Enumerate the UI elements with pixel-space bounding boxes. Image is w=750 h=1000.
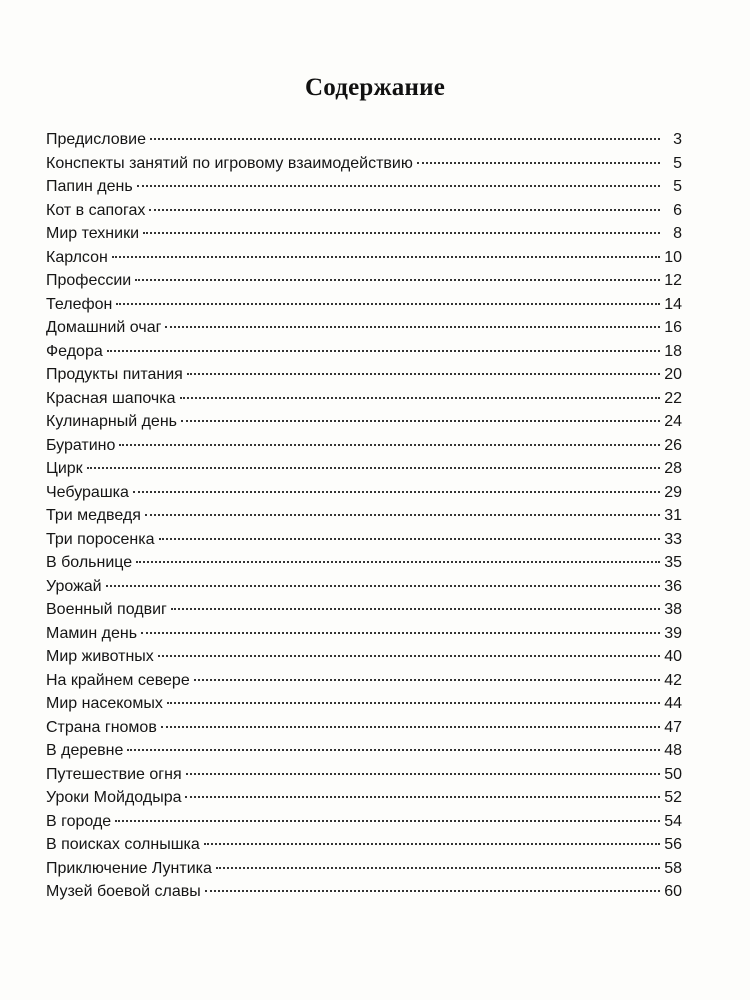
toc-entry — [46, 246, 682, 270]
dot-leader — [194, 679, 660, 681]
toc-entry-page-number: 39 — [664, 624, 682, 642]
dot-leader — [180, 397, 661, 399]
toc-entry-title: Карлсон — [46, 248, 108, 266]
toc-entry-title: Приключение Лунтика — [46, 859, 212, 877]
toc-entry-page-number: 47 — [664, 718, 682, 736]
toc-entry — [46, 622, 682, 646]
dot-leader — [159, 538, 661, 540]
toc-entry-title: Урожай — [46, 577, 102, 595]
toc-entry — [46, 199, 682, 223]
toc-entry — [46, 763, 682, 787]
toc-entry-page-number: 3 — [673, 131, 682, 148]
toc-entry-title: В больнице — [46, 554, 133, 571]
toc-entry-page-number: 36 — [664, 577, 682, 595]
toc-entry-page-number: 22 — [664, 389, 682, 407]
toc-entry-title: Федора — [46, 342, 103, 360]
dot-leader — [87, 467, 660, 469]
toc-entry-title: Предисловие — [46, 131, 146, 148]
toc-entry-title: Три медведя — [46, 507, 141, 524]
toc-entry-title: На крайнем севере — [46, 671, 190, 689]
toc-entry — [46, 551, 682, 575]
toc-entry-page-number: 33 — [664, 530, 682, 548]
toc-entry-title: Кот в сапогах — [46, 201, 146, 219]
toc-entry — [46, 528, 682, 552]
toc-entry — [46, 152, 682, 176]
toc-entry — [46, 857, 682, 881]
toc-entry-page-number: 5 — [673, 154, 682, 172]
dot-leader — [149, 209, 660, 211]
dot-leader — [143, 232, 660, 234]
toc-entry-page-number: 42 — [664, 671, 682, 689]
toc-entry-title: Мир насекомых — [46, 695, 163, 712]
toc-entry-page-number: 35 — [664, 554, 682, 571]
toc-entry — [46, 833, 682, 857]
toc-entry-title: Цирк — [46, 460, 83, 477]
toc-entry — [46, 316, 682, 340]
toc-entry-page-number: 56 — [664, 836, 682, 853]
toc-entry-page-number: 52 — [664, 789, 682, 806]
toc-entry-title: Буратино — [46, 436, 116, 454]
toc-entry — [46, 739, 682, 763]
toc-entry — [46, 410, 682, 434]
toc-entry — [46, 481, 682, 505]
dot-leader — [150, 138, 660, 140]
toc-entry-page-number: 16 — [664, 319, 682, 336]
toc-entry — [46, 128, 682, 152]
dot-leader — [158, 655, 660, 657]
dot-leader — [186, 773, 660, 775]
toc-entry-title: Конспекты занятий по игровому взаимодействию — [46, 154, 413, 172]
toc-entry-page-number: 14 — [664, 295, 682, 313]
dot-leader — [115, 820, 660, 822]
toc-entry-title: В городе — [46, 812, 112, 830]
toc-entry — [46, 340, 682, 364]
dot-leader — [417, 162, 660, 164]
dot-leader — [165, 326, 660, 328]
dot-leader — [106, 585, 660, 587]
toc-entry-page-number: 60 — [664, 883, 682, 900]
toc-entry-page-number: 24 — [664, 413, 682, 430]
toc-entry-page-number: 58 — [664, 859, 682, 877]
dot-leader — [216, 867, 660, 869]
dot-leader — [205, 890, 660, 892]
toc-entry-title: Три поросенка — [46, 530, 155, 548]
dot-leader — [107, 350, 660, 352]
toc-entry-title: В деревне — [46, 742, 124, 759]
toc-entry — [46, 786, 682, 810]
toc-entry — [46, 598, 682, 622]
toc-entry-page-number: 8 — [673, 225, 682, 242]
dot-leader — [119, 444, 660, 446]
toc-entry-title: Красная шапочка — [46, 389, 176, 407]
toc-entry — [46, 880, 682, 904]
toc-entry-page-number: 48 — [664, 742, 682, 759]
dot-leader — [161, 726, 660, 728]
toc-entry-page-number: 5 — [673, 178, 682, 195]
page-title: Содержание — [304, 74, 445, 101]
toc-entry — [46, 434, 682, 458]
dot-leader — [136, 561, 660, 563]
toc-entry-page-number: 10 — [664, 248, 682, 266]
dot-leader — [187, 373, 660, 375]
toc-entry-page-number: 6 — [673, 201, 682, 219]
toc-entry — [46, 457, 682, 481]
toc-entry-page-number: 40 — [664, 648, 682, 665]
toc-entry-page-number: 26 — [664, 436, 682, 454]
toc-entry — [46, 175, 682, 199]
dot-leader — [133, 491, 660, 493]
dot-leader — [145, 514, 660, 516]
dot-leader — [181, 420, 660, 422]
toc-entry — [46, 504, 682, 528]
toc-entry-page-number: 54 — [664, 812, 682, 830]
dot-leader — [141, 632, 660, 634]
toc-entry-title: Папин день — [46, 178, 133, 195]
toc-entry-page-number: 18 — [664, 342, 682, 360]
toc-entry-page-number: 29 — [664, 483, 682, 501]
dot-leader — [116, 303, 660, 305]
toc-entry-title: Профессии — [46, 272, 132, 289]
toc-entry-page-number: 31 — [664, 507, 682, 524]
toc-entry — [46, 293, 682, 317]
dot-leader — [127, 749, 660, 751]
dot-leader — [204, 843, 660, 845]
toc-entry-page-number: 12 — [664, 272, 682, 289]
toc-entry-page-number: 38 — [664, 601, 682, 618]
toc-entry-page-number: 20 — [664, 366, 682, 383]
toc-entry — [46, 716, 682, 740]
toc-entry-title: В поисках солнышка — [46, 836, 200, 853]
toc-entry — [46, 363, 682, 387]
dot-leader — [135, 279, 660, 281]
toc-entry-title: Страна гномов — [46, 718, 157, 736]
toc-entry-title: Мамин день — [46, 624, 138, 642]
toc-entry-page-number: 50 — [664, 765, 682, 783]
toc-entry-title: Чебурашка — [46, 483, 129, 501]
dot-leader — [167, 702, 660, 704]
toc-entry — [46, 669, 682, 693]
toc-entry-title: Домашний очаг — [46, 319, 162, 336]
toc-entry — [46, 269, 682, 293]
toc-entry — [46, 645, 682, 669]
toc-entry-title: Путешествие огня — [46, 765, 182, 783]
toc-entry-title: Музей боевой славы — [46, 883, 201, 900]
dot-leader — [171, 608, 660, 610]
table-of-contents — [46, 128, 682, 904]
toc-entry — [46, 387, 682, 411]
toc-entry — [46, 810, 682, 834]
toc-entry-title: Телефон — [46, 295, 113, 313]
dot-leader — [112, 256, 660, 258]
toc-entry-title: Военный подвиг — [46, 601, 167, 618]
toc-entry-title: Мир животных — [46, 648, 154, 665]
dot-leader — [137, 185, 660, 187]
toc-entry-title: Кулинарный день — [46, 413, 177, 430]
toc-entry — [46, 575, 682, 599]
toc-entry-title: Мир техники — [46, 225, 140, 242]
toc-entry — [46, 692, 682, 716]
dot-leader — [185, 796, 660, 798]
toc-entry-page-number: 28 — [664, 460, 682, 477]
toc-entry-title: Продукты питания — [46, 366, 183, 383]
toc-entry-page-number: 44 — [664, 695, 682, 712]
toc-entry — [46, 222, 682, 246]
toc-entry-title: Уроки Мойдодыра — [46, 789, 182, 806]
